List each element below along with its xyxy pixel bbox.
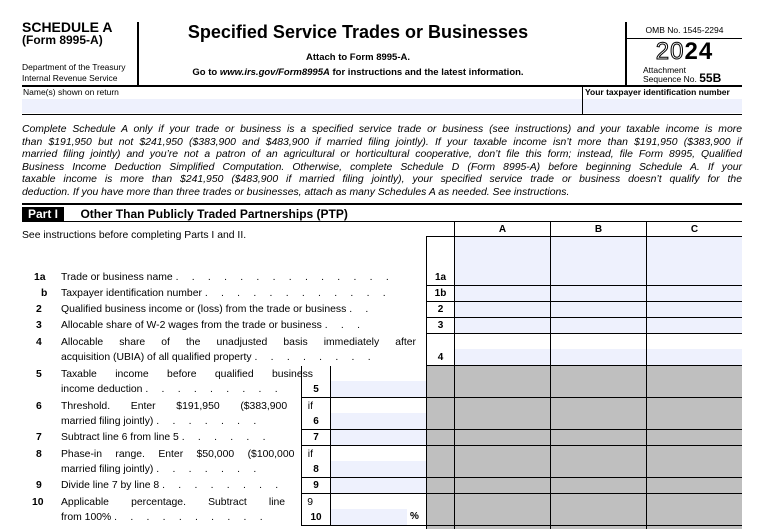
box-6: 6 <box>313 416 319 427</box>
name-row-bottom-line <box>22 114 742 115</box>
omb-number: OMB No. 1545-2294 <box>645 25 724 35</box>
attachment-label: Attachment <box>643 65 686 75</box>
line-2-col-b[interactable] <box>551 302 646 317</box>
percent-sign: % <box>410 511 419 522</box>
line-7-entry[interactable] <box>331 430 426 445</box>
irs-label: Internal Revenue Service <box>22 73 118 83</box>
box-10: 10 <box>310 512 322 523</box>
line-9-entry[interactable] <box>331 478 426 493</box>
part1-top-line <box>22 203 742 205</box>
line-10-entry[interactable] <box>331 509 407 525</box>
column-b-header: B <box>594 224 603 235</box>
see-instructions: See instructions before completing Parts I and II. <box>22 230 247 241</box>
subbox-right-line <box>426 366 427 529</box>
tin-label: Your taxpayer identification number <box>585 87 730 97</box>
shade-divider <box>550 366 551 529</box>
line-1b-col-c[interactable] <box>647 286 742 301</box>
tin-field[interactable] <box>583 99 742 113</box>
schedule-title: SCHEDULE A <box>22 19 113 35</box>
name-label: Name(s) shown on return <box>23 87 119 97</box>
box-4: 4 <box>437 352 444 363</box>
box-1a: 1a <box>434 272 447 283</box>
box-2: 2 <box>437 304 444 315</box>
part1-title: Other Than Publicly Traded Partnerships (PTP) <box>80 207 348 221</box>
line-2-col-a[interactable] <box>455 302 550 317</box>
department-label: Department of the Treasury <box>22 62 126 72</box>
part1-header <box>22 206 348 221</box>
row-divider <box>301 493 742 494</box>
line-3-col-b[interactable] <box>551 318 646 333</box>
line-6-entry[interactable] <box>331 413 426 429</box>
tax-year: 2024 <box>655 38 714 65</box>
row-divider <box>301 525 742 526</box>
shaded-area <box>427 366 742 529</box>
row-divider <box>301 397 742 398</box>
shade-divider <box>646 366 647 529</box>
part1-bottom-line <box>22 221 742 222</box>
line-4-col-b[interactable] <box>551 349 646 365</box>
name-field[interactable] <box>22 99 582 113</box>
line-5-entry[interactable] <box>331 381 426 397</box>
box-8: 8 <box>313 464 319 475</box>
line-4-col-a[interactable] <box>455 349 550 365</box>
box-1b: 1b <box>434 288 447 299</box>
line-3-col-c[interactable] <box>647 318 742 333</box>
line-1a-col-c[interactable] <box>647 237 742 285</box>
line-1b-col-b[interactable] <box>551 286 646 301</box>
line-4-col-c[interactable] <box>647 349 742 365</box>
part1-tag: Part I <box>22 207 64 221</box>
row-divider <box>301 445 742 446</box>
line-2-col-c[interactable] <box>647 302 742 317</box>
instructions-text: Complete Schedule A only if your trade or business is a specified service trade or business (see instructions) and your taxable income is more than $191,950 but not $241,950 ($383,900 and $483,900 if married filing jointly). If your taxable income isn’t more than $191,950 ($383,900 if married filing jointly) and you’re not a patron of an agricultural or horticultural cooperative, don’t file this form; instead, file Form 8995, Qualified Business Income Deduction Simplified Computation. Otherwise, complete Schedule D (Form 8995-A) before beginning Schedule A. If your taxable income is more than $241,950 ($483,900 if married filing jointly), your specified service trade or business doesn’t qualify for the deduction. If you have more than three trades or businesses, attach as many Schedules A as needed. See instructions. <box>22 124 742 198</box>
line-3-col-a[interactable] <box>455 318 550 333</box>
column-a-header: A <box>498 224 507 235</box>
row-divider <box>426 333 742 334</box>
line-8-entry[interactable] <box>331 461 426 477</box>
form-title: Specified Service Trades or Businesses <box>187 22 529 42</box>
box-5: 5 <box>313 384 319 395</box>
goto-instruction: Go to www.irs.gov/Form8995A for instructions and the latest information. <box>192 67 524 78</box>
form-number: (Form 8995-A) <box>22 33 103 47</box>
shade-divider <box>454 366 455 529</box>
irs-link[interactable]: www.irs.gov/Form8995A <box>219 67 330 78</box>
line-1a-col-b[interactable] <box>551 237 646 285</box>
box-9: 9 <box>313 480 319 491</box>
box-7: 7 <box>313 432 319 443</box>
sequence-number: 55B <box>699 71 722 85</box>
line-1b-col-a[interactable] <box>455 286 550 301</box>
box-3: 3 <box>437 320 444 331</box>
sequence-label: Sequence No. 55B <box>643 71 722 85</box>
attach-instruction: Attach to Form 8995-A. <box>306 52 410 63</box>
column-c-header: C <box>690 224 699 235</box>
line-1a-col-a[interactable] <box>455 237 550 285</box>
